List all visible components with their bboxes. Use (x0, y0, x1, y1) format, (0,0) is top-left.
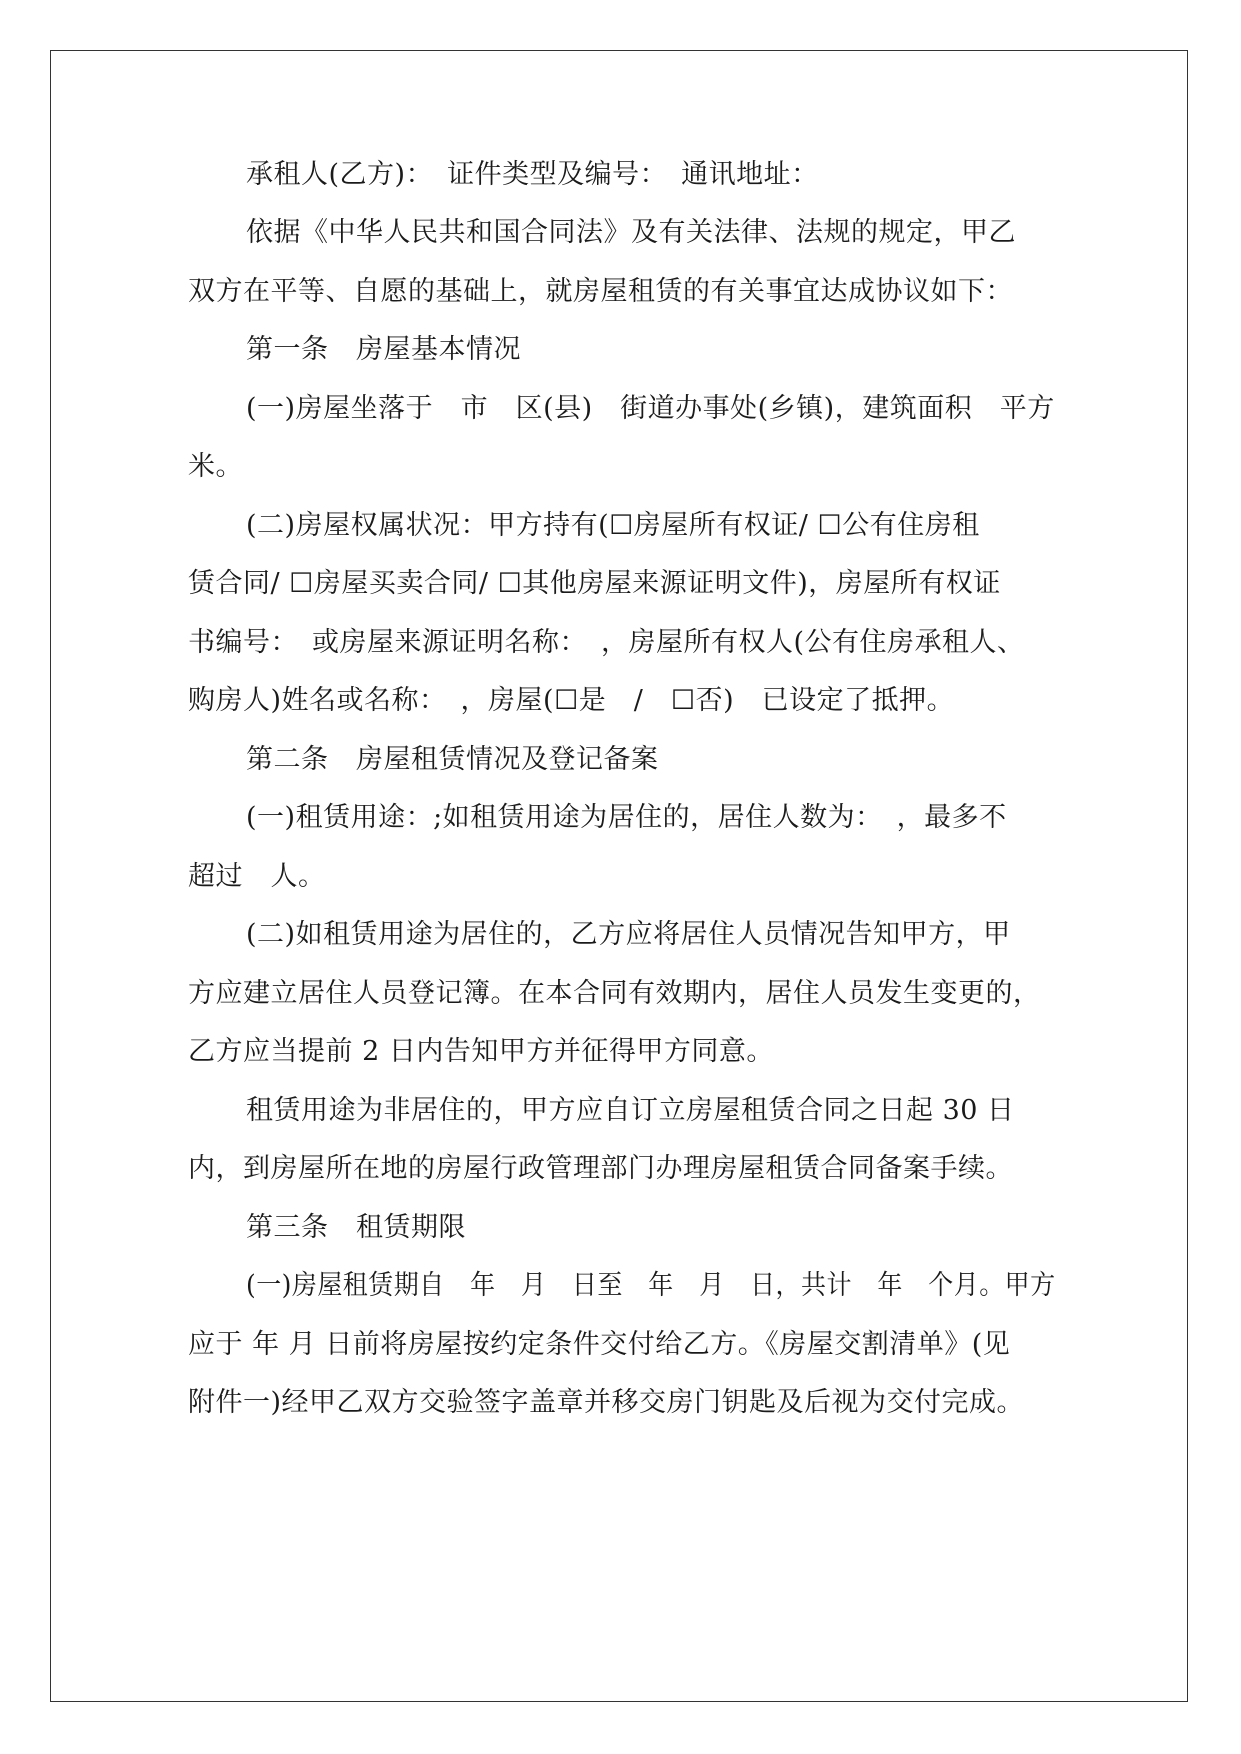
text-line: 超过 人。 (188, 861, 326, 892)
text-line: 依据《中华人民共和国合同法》及有关法律、法规的规定，甲乙 (246, 217, 1016, 248)
text-line: 内，到房屋所在地的房屋行政管理部门办理房屋租赁合同备案手续。 (188, 1153, 1013, 1184)
text-line: (一)租赁用途：;如租赁用途为居住的，居住人数为： ，最多不 (246, 802, 1007, 833)
text-line: 双方在平等、自愿的基础上，就房屋租赁的有关事宜达成协议如下： (188, 276, 1013, 307)
section-heading: 第一条 房屋基本情况 (246, 334, 521, 365)
text-line: (二)房屋权属状况：甲方持有(☐房屋所有权证/ ☐公有住房租 (246, 510, 980, 541)
text-line: (一)房屋租赁期自 年 月 日至 年 月 日，共计 年 个月。甲方 (246, 1270, 1056, 1301)
text-line: 应于 年 月 日前将房屋按约定条件交付给乙方。《房屋交割清单》(见 (188, 1329, 1011, 1360)
text-line: 方应建立居住人员登记簿。在本合同有效期内，居住人员发生变更的， (188, 978, 1041, 1009)
text-line: 租赁用途为非居住的，甲方应自订立房屋租赁合同之日起 30 日 (246, 1095, 1015, 1126)
section-heading: 第二条 房屋租赁情况及登记备案 (246, 744, 659, 775)
text-line: 购房人)姓名或名称： ，房屋(☐是 / ☐否) 已设定了抵押。 (188, 685, 955, 716)
text-line: 赁合同/ ☐房屋买卖合同/ ☐其他房屋来源证明文件)，房屋所有权证 (188, 568, 1001, 599)
text-line: (一)房屋坐落于 市 区(县) 街道办事处(乡镇)，建筑面积 平方 (246, 393, 1055, 424)
text-line: 乙方应当提前 2 日内告知甲方并征得甲方同意。 (188, 1036, 774, 1067)
section-heading: 第三条 租赁期限 (246, 1212, 466, 1243)
text-line: (二)如租赁用途为居住的，乙方应将居住人员情况告知甲方，甲 (246, 919, 1011, 950)
text-line: 附件一)经甲乙双方交验签字盖章并移交房门钥匙及后视为交付完成。 (188, 1387, 1025, 1418)
text-line: 书编号： 或房屋来源证明名称： ，房屋所有权人(公有住房承租人、 (188, 627, 1025, 658)
text-line: 米。 (188, 451, 243, 482)
text-line: 承租人(乙方)： 证件类型及编号： 通讯地址： (246, 159, 819, 190)
